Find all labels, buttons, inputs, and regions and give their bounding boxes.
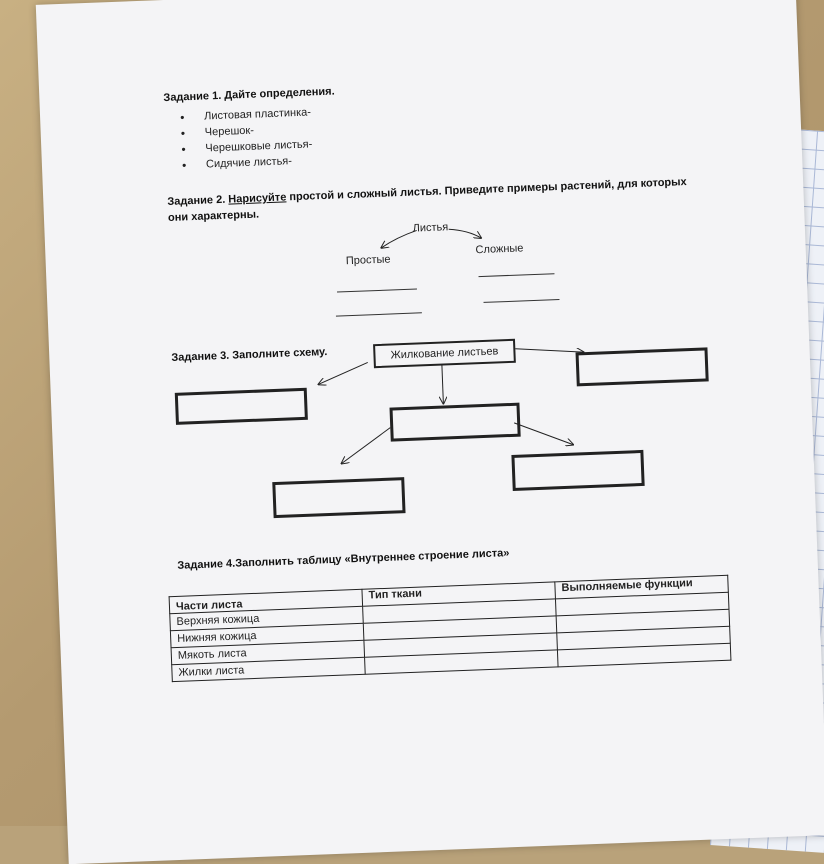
- table-cell: Нижняя кожица: [170, 623, 364, 647]
- scheme-center-box: Жилкование листьев: [373, 339, 516, 368]
- scheme-arrow-down: [442, 365, 443, 404]
- list-item: • Черешковые листья-: [181, 138, 312, 159]
- task2-title-line2: они характерны.: [167, 208, 260, 224]
- scheme-empty-box: [272, 477, 405, 518]
- scheme-empty-box: [576, 347, 709, 386]
- task4-title: Задание 4.Заполнить таблицу «Внутреннее строение листа»: [177, 547, 510, 572]
- table-cell: Жилки листа: [172, 657, 366, 681]
- scheme-empty-box: [389, 403, 520, 442]
- diagram-root-label: Листья: [412, 221, 449, 235]
- table-header-cell: Тип ткани: [362, 582, 556, 606]
- scheme-empty-box: [511, 450, 644, 491]
- scheme-empty-box: [175, 388, 308, 425]
- table-header-cell: Части листа: [169, 589, 363, 613]
- scheme-arrow-down-right: [514, 421, 573, 447]
- arrow-left: [381, 230, 418, 247]
- list-item: • Черешок-: [181, 122, 312, 143]
- list-item: • Листовая пластинка-: [180, 106, 311, 127]
- task2-title-post: простой и сложный листья. Приведите примеры растений, для которых: [286, 176, 687, 204]
- list-item: • Сидячие листья-: [182, 154, 313, 175]
- scheme-arrow-left: [318, 362, 369, 384]
- table-cell: Мякоть листа: [171, 640, 365, 664]
- table-cell: Верхняя кожица: [170, 606, 364, 630]
- diagram-left-label: Простые: [345, 253, 391, 268]
- scheme-arrow-right: [515, 346, 583, 355]
- task2-title-pre: Задание 2.: [167, 193, 229, 208]
- scheme-arrow-down-left: [340, 428, 391, 464]
- diagram-right-label: Сложные: [475, 242, 524, 257]
- task1-title: Задание 1. Дайте определения.: [163, 85, 335, 105]
- task3-title: Задание 3. Заполните схему.: [171, 345, 328, 364]
- worksheet-paper: [36, 0, 824, 864]
- task2-title-underlined: Нарисуйте: [228, 191, 287, 206]
- table-header-cell: Выполняемые функции: [555, 575, 729, 599]
- arrow-right: [449, 228, 481, 239]
